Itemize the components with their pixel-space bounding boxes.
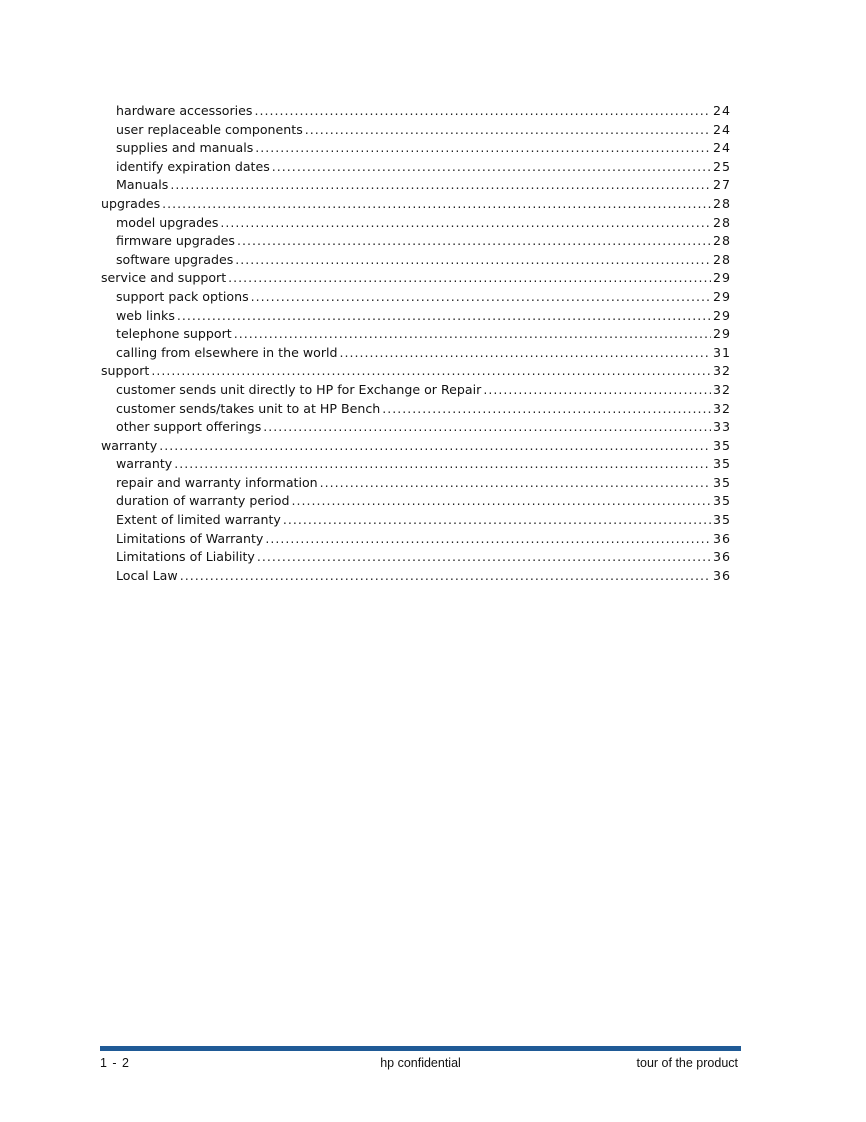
toc-entry-page-number: 28 [712,233,731,249]
toc-entry-page-number: 29 [712,326,731,342]
toc-entry-page-number: 29 [712,288,731,304]
toc-entry-page-number: 35 [712,456,731,472]
footer-rule [100,1046,741,1051]
toc-entry-title: duration of warranty period [116,493,290,509]
toc-entry-title: hardware accessories [116,103,253,118]
toc-entry[interactable] [101,567,731,586]
toc-dot-leader [174,455,711,474]
toc-dot-leader [255,139,711,158]
toc-entry[interactable] [101,548,731,567]
toc-entry-page-number: 29 [712,270,731,286]
toc-entry-page-number: 28 [712,214,731,230]
toc-dot-leader [382,400,711,419]
toc-entry[interactable] [101,195,731,214]
toc-entry-page-number: 35 [712,512,731,528]
toc-entry-page-number: 32 [712,400,731,416]
toc-entry[interactable] [101,492,731,511]
toc-entry[interactable] [101,530,731,549]
toc-entry-page-number: 36 [712,567,731,583]
toc-entry-page-number: 29 [712,307,731,323]
toc-entry-title: identify expiration dates [116,158,270,174]
toc-dot-leader [340,344,711,363]
footer-page-number: 1 - 2 [100,1056,131,1070]
toc-entry[interactable] [101,232,731,251]
toc-dot-leader [254,102,711,121]
toc-entry[interactable] [101,102,731,121]
toc-dot-leader [228,269,711,288]
toc-entry-page-number: 35 [712,493,731,509]
toc-entry-title: warranty [116,456,173,472]
toc-entry[interactable] [101,325,731,344]
toc-entry-title: calling from elsewhere in the world [116,344,338,360]
toc-entry-title: service and support [101,270,227,286]
toc-entry-title: model upgrades [116,214,219,230]
page-footer [100,1054,741,1072]
toc-dot-leader [170,176,711,195]
toc-dot-leader [151,362,711,381]
toc-entry-title: Extent of limited warranty [116,512,281,528]
toc-entry-title: warranty [101,437,158,453]
toc-entry-page-number: 31 [712,344,731,360]
toc-entry-page-number: 32 [712,381,731,397]
toc-dot-leader [272,158,711,177]
toc-entry-title: firmware upgrades [116,233,235,249]
toc-entry-title: software upgrades [116,251,234,267]
toc-entry[interactable] [101,288,731,307]
toc-dot-leader [483,381,711,400]
toc-entry-title: supplies and manuals [116,140,254,156]
toc-entry-page-number: 24 [712,103,731,118]
toc-entry[interactable] [101,418,731,437]
toc-entry-title: Limitations of Warranty [116,530,264,546]
toc-entry[interactable] [101,400,731,419]
toc-dot-leader [235,251,711,270]
toc-entry[interactable] [101,139,731,158]
toc-dot-leader [177,307,711,326]
toc-dot-leader [305,121,711,140]
toc-entry[interactable] [101,121,731,140]
toc-entry-title: customer sends/takes unit to at HP Bench [116,400,381,416]
toc-entry-title: upgrades [101,195,161,211]
toc-entry-title: support [101,363,150,379]
toc-dot-leader [265,530,711,549]
toc-entry-page-number: 28 [712,251,731,267]
toc-entry-page-number: 35 [712,474,731,490]
toc-entry-page-number: 27 [712,177,731,193]
toc-entry-page-number: 35 [712,437,731,453]
toc-entry-title: support pack options [116,288,249,304]
toc-dot-leader [292,492,711,511]
toc-dot-leader [257,548,711,567]
toc-entry[interactable] [101,158,731,177]
toc-entry-title: repair and warranty information [116,474,318,490]
toc-entry-page-number: 33 [712,419,731,435]
toc-entry[interactable] [101,176,731,195]
toc-entry-title: Local Law [116,567,178,583]
toc-entry-title: other support offerings [116,419,262,435]
toc-entry[interactable] [101,214,731,233]
toc-dot-leader [159,437,711,456]
toc-entry[interactable] [101,437,731,456]
toc-entry-page-number: 25 [712,158,731,174]
toc-dot-leader [162,195,711,214]
toc-entry-title: Manuals [116,177,169,193]
toc-entry[interactable] [101,269,731,288]
toc-dot-leader [263,418,711,437]
toc-entry-page-number: 32 [712,363,731,379]
toc-entry-title: web links [116,307,175,323]
footer-classification: hp confidential [380,1056,461,1070]
toc-entry-title: telephone support [116,326,232,342]
toc-entry[interactable] [101,307,731,326]
toc-dot-leader [251,288,711,307]
toc-dot-leader [283,511,711,530]
table-of-contents [101,102,731,585]
toc-entry-title: customer sends unit directly to HP for Exchange or Repair [116,381,482,397]
toc-entry[interactable] [101,511,731,530]
toc-entry-page-number: 36 [712,549,731,565]
toc-entry[interactable] [101,474,731,493]
toc-entry[interactable] [101,251,731,270]
toc-entry[interactable] [101,362,731,381]
toc-dot-leader [234,325,711,344]
toc-entry-title: Limitations of Liability [116,549,255,565]
toc-dot-leader [237,232,711,251]
footer-section-title: tour of the product [636,1056,738,1070]
toc-dot-leader [320,474,711,493]
toc-entry-page-number: 36 [712,530,731,546]
toc-entry-page-number: 24 [712,140,731,156]
toc-dot-leader [220,214,711,233]
toc-dot-leader [180,567,711,586]
toc-entry[interactable] [101,344,731,363]
toc-entry[interactable] [101,455,731,474]
toc-entry-page-number: 28 [712,195,731,211]
toc-entry-title: user replaceable components [116,121,303,137]
toc-entry-page-number: 24 [712,121,731,137]
toc-entry[interactable] [101,381,731,400]
